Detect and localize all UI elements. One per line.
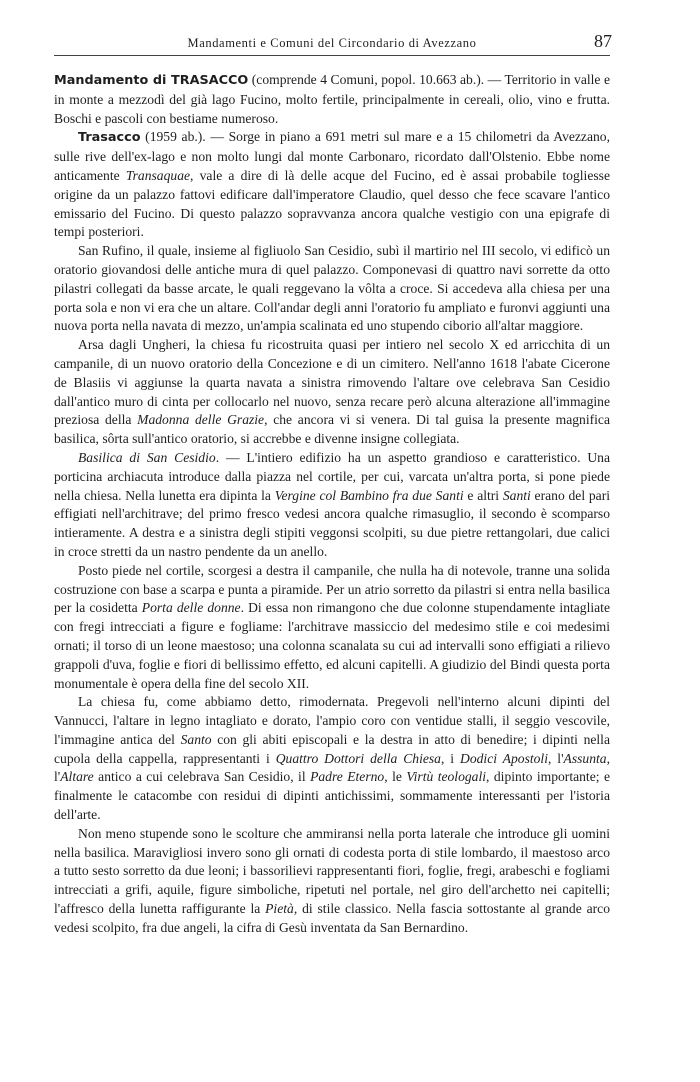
- bold-heading: Mandamento di TRASACCO: [54, 73, 249, 88]
- text-run: Non meno stupende sono le scolture che ammiransi nella porta laterale che introduce gli uomini nella basilica. Maravigliosi invero sono gli ornati di codesta porta di stile lombardo, il maestoso arco a tutto sesto sorretto da due leoni; i bassorilievi rappresentanti fiori, foglie, fregi, arabeschi e fogliami intrecciati a grifi, aquile, figure simboliche, ripetuti nel portale, nel giro dell'archetto nei capitelli; l'affresco della lunetta raffigurante la: [54, 825, 610, 917]
- text-run: Posto piede nel cortile, scorgesi a destra il campanile, che nulla ha di notevole, tranne una solida costruzione con base a scarpa e punta a piramide. Per un atrio sorretto da pilastri si entra nella basilica per la cosidetta: [54, 562, 610, 616]
- text-run: San Rufino, il quale, insieme al figliuolo San Cesidio, subì il martirio nel III secolo, vi edificò un oratorio giovandosi delle antiche mura di quel palazzo. Componevasi di quattro navi sorrette da otto pilastri collegati da basse arcate, le quali reggevano la vôlta a croce. Si accedeva alla chiesa per una porta sola e non vi era che un altare. Coll'andar degli anni l'oratorio fu ampliato e furonvi aggiunti una nuova porta nella navata di mezzo, un'ampia scalinata ed uno stupendo ciborio all'altar maggiore.: [54, 243, 610, 334]
- text-run: , vale a dire di là delle acque del Fucino, ed è assai probabile togliesse origine da un palazzo fattovi edificare dall'imperatore Claudio, quel desso che fece scavare l'antico emissario del Fucino. Di questo palazzo sopravvanza ancora qualche vestigio con una epigrafe di tempi posteriori.: [54, 167, 610, 240]
- body-text: [54, 71, 610, 938]
- paragraph-p6: [54, 562, 610, 694]
- italic-term: Padre Eterno: [310, 769, 385, 785]
- paragraph-p8: [54, 825, 610, 938]
- italic-term: Madonna delle Grazie: [137, 412, 265, 428]
- paragraph-p1: [54, 71, 610, 128]
- running-title: Mandamenti e Comuni del Circondario di Avezzano: [187, 36, 477, 50]
- text-run: La chiesa fu, come abbiamo detto, rimodernata. Pregevoli nell'interno alcuni dipinti del Vannucci, l'altare in legno intagliato e dorato, l'ampio coro con ventidue stalli, il seggio vescovile, l'immagine antica del: [54, 694, 610, 747]
- italic-term: Assunta: [563, 750, 607, 766]
- italic-term: Altare: [60, 769, 94, 785]
- bold-heading: Trasacco: [78, 130, 141, 146]
- text-run: , di stile classico. Nella fascia sottostante al grande arco vedesi scolpito, fra due angeli, la cifra di Gesù inventata da San Bernardino.: [54, 901, 610, 935]
- italic-term: Santi: [502, 487, 531, 503]
- text-run: erano del pari effigiati nell'architrave; del primo fresco vedesi ancora qualche rimasuglio, il secondo è scomparso intieramente. A destra e a sinistra degli stipiti veggonsi scolpiti, su due pietre rettangolari, due calici in croce stretti da un nastro pendente da un anello.: [54, 487, 611, 559]
- italic-term: Quattro Dottori della Chiesa: [275, 750, 441, 766]
- text-run: Arsa dagli Ungheri, la chiesa fu ricostruita quasi per intiero nel secolo X ed arricchita di un campanile, di un nuovo oratorio della Concezione e di un cimitero. Nell'anno 1618 l'abate Cicerone de Blasiis vi aggiunse la quarta navata a sinistra rimovendo l'altare ove celebrava San Cesidio dall'antico muro di cinta per collocarlo nel nuovo, senza recare però alcuna alterazione all'immagine preziosa della: [54, 337, 610, 428]
- italic-term: Vergine col Bambino fra due Santi: [274, 487, 464, 503]
- paragraph-p2: [54, 128, 610, 242]
- text-run: (1959 ab.). — Sorge in piano a 691 metri sul mare e a 15 chilometri da Avezzano, sulle rive dell'ex-lago e non molto lungi dal monte Carbonaro, ricordato dall'Olstenio. Ebbe nome anticamente: [54, 129, 610, 183]
- text-run: con gli abiti episcopali e la destra in atto di benedire; i dipinti nella cupola della cappella, rappresentanti i: [54, 731, 610, 766]
- paragraph-p7: [54, 693, 610, 825]
- paragraph-p5: [54, 449, 610, 562]
- paragraph-p4: [54, 336, 610, 449]
- text-run: antico a cui celebrava San Cesidio, il: [93, 769, 311, 785]
- text-run: , l': [54, 750, 610, 785]
- paragraph-p3: [54, 242, 610, 336]
- italic-term: Transaquae: [125, 167, 191, 183]
- text-run: , i: [440, 750, 460, 766]
- italic-term: Pietà: [265, 901, 294, 917]
- text-run: , l': [547, 750, 564, 766]
- text-run: (comprende 4 Comuni, popol. 10.663 ab.). — Territorio in valle e in monte a mezzodì del già lago Fucino, molto fertile, principalmente in cereali, olio, vino e frutta. Boschi e pascoli con bestiame numeroso.: [54, 72, 610, 126]
- text-run: , che ancora vi si venera. Di tal guisa la presente magnifica basilica, sôrta sull'antico oratorio, si accrebbe e divenne insigne collegiata.: [54, 412, 610, 447]
- italic-term: Basilica di San Cesidio: [78, 449, 216, 465]
- italic-term: Porta delle donne: [141, 600, 241, 616]
- running-head: [54, 31, 612, 56]
- page-number: 87: [594, 31, 612, 51]
- text-run: . — L'intiero edifizio ha un aspetto grandioso e caratteristico. Una porticina archiacuta introduce dalla piazza nel cortile, per cui, varcata un'altra porta, si pone piede nella chiesa. Nella lunetta era dipinta la: [54, 449, 611, 503]
- italic-term: Santo: [180, 731, 212, 747]
- text-run: . Di essa non rimangono che due colonne stupendamente intagliate con fregi intrecciati a figure e fogliame: l'architrave massiccio del medesimo stile e coi medesimi ornati; il torso di un leone maestoso; una colonna scanalata su cui ad intervalli sono effigiati a rilievo grappoli d'uva, foglie e fiori di bellissimo effetto, ed alcuni capitelli. A giudizio del Bindi questa porta monumentale è opera della fine del secolo XII.: [54, 600, 610, 691]
- text-run: , dipinto importante; e finalmente le catacombe con residui di dipinti antichissimi, sommamente interessanti per l'istoria dell'arte.: [54, 769, 610, 823]
- header-rule: [54, 55, 610, 56]
- italic-term: Dodici Apostoli: [460, 750, 548, 766]
- text-run: e altri: [463, 487, 503, 503]
- italic-term: Virtù teologali: [406, 769, 487, 785]
- text-run: , le: [384, 769, 407, 785]
